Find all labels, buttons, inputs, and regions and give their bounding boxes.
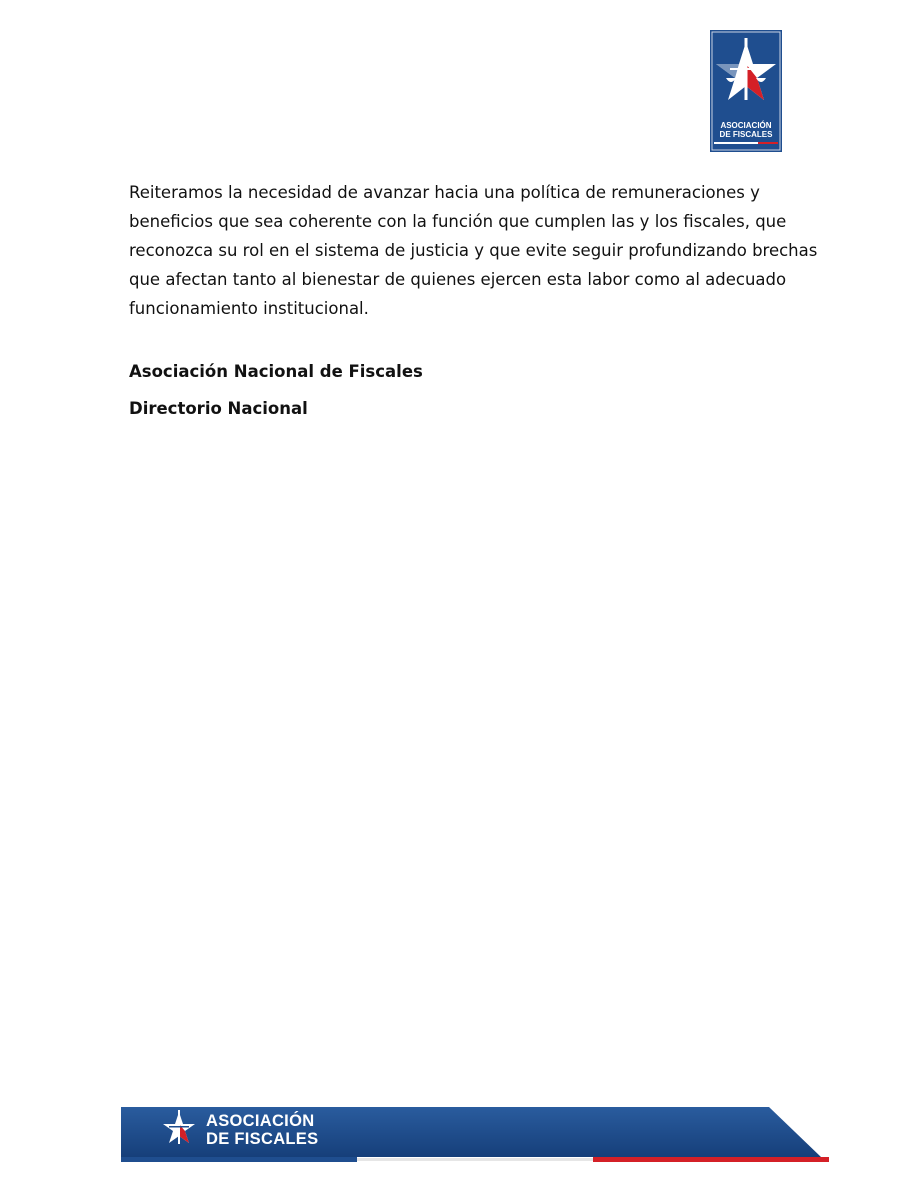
header-logo-line1: ASOCIACIÓN (720, 121, 772, 130)
header-logo (710, 30, 782, 152)
signature-organization: Asociación Nacional de Fiscales (129, 362, 423, 381)
footer-logo-line2: DE FISCALES (206, 1130, 319, 1148)
body-paragraph: Reiteramos la necesidad de avanzar hacia una política de remuneraciones y beneficios que sea coherente con la función que cumplen las y los fiscales, que reconozca su rol en el sistema de justicia y que evite seguir profundizando brechas que afectan tanto al bienestar de quienes ejercen esta labor como al adecuado funcionamiento institucional. (129, 183, 818, 318)
footer-banner (121, 1107, 829, 1164)
footer-logo-line1: ASOCIACIÓN (206, 1112, 315, 1130)
signature-directorate: Directorio Nacional (129, 399, 308, 418)
header-logo-line2: DE FISCALES (719, 130, 773, 139)
